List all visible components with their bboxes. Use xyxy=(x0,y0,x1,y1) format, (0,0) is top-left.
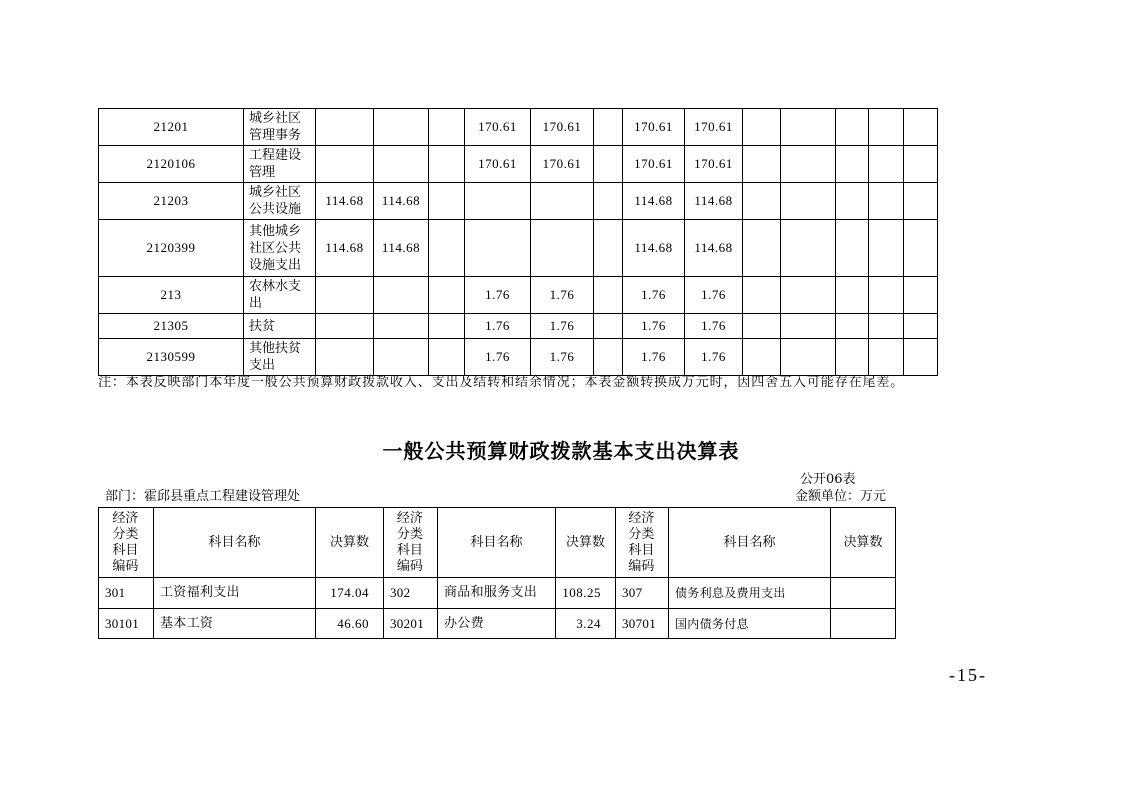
amount-cell xyxy=(743,109,781,146)
amount-cell xyxy=(743,339,781,376)
table-row xyxy=(99,220,938,277)
amount-cell xyxy=(429,314,465,339)
header-amount: 决算数 xyxy=(831,508,896,578)
amount-cell xyxy=(743,314,781,339)
table-footnote: 注：本表反映部门本年度一般公共预算财政拨款收入、支出及结转和结余情况；本表金额转换成万元时，因四舍五入可能存在尾差。 xyxy=(98,375,905,390)
amount-cell xyxy=(429,220,465,277)
amount-cell xyxy=(836,109,869,146)
amount-cell xyxy=(869,146,904,183)
item-name: 工资福利支出 xyxy=(154,578,316,609)
amount-cell xyxy=(836,220,869,277)
amount-cell xyxy=(904,146,938,183)
amount-cell: 114.68 xyxy=(316,183,374,220)
amount-cell xyxy=(904,109,938,146)
amount-cell: 1.76 xyxy=(531,339,594,376)
item-code: 2120399 xyxy=(99,220,244,277)
header-amount: 决算数 xyxy=(316,508,384,578)
item-name: 工程建设管理 xyxy=(249,148,302,180)
economic-code: 301 xyxy=(99,578,154,609)
amount-cell xyxy=(904,314,938,339)
amount-cell xyxy=(374,146,429,183)
amount-cell: 170.61 xyxy=(623,146,685,183)
amount-cell xyxy=(316,339,374,376)
amount-cell: 1.76 xyxy=(465,314,531,339)
amount-cell: 114.68 xyxy=(685,183,743,220)
amount-cell: 1.76 xyxy=(623,277,685,314)
economic-code: 30101 xyxy=(99,609,154,639)
header-item-name: 科目名称 xyxy=(154,508,316,578)
item-code: 213 xyxy=(99,277,244,314)
item-name: 债务利息及费用支出 xyxy=(669,578,831,609)
amount: 108.25 xyxy=(556,578,616,609)
table-row xyxy=(99,609,896,639)
header-item-name: 科目名称 xyxy=(669,508,831,578)
amount-cell xyxy=(869,314,904,339)
amount-cell xyxy=(869,183,904,220)
amount-cell xyxy=(781,220,836,277)
amount-cell xyxy=(429,146,465,183)
amount-unit-label: 金额单位：万元 xyxy=(795,489,887,504)
item-name-cell xyxy=(244,183,316,220)
amount xyxy=(831,609,896,639)
table-row xyxy=(99,277,938,314)
item-name: 扶贫 xyxy=(249,318,276,334)
amount-cell: 1.76 xyxy=(531,314,594,339)
table-row xyxy=(99,314,938,339)
amount xyxy=(831,578,896,609)
amount-cell: 170.61 xyxy=(685,109,743,146)
amount-cell: 1.76 xyxy=(685,314,743,339)
amount-cell xyxy=(836,146,869,183)
financial-appropriation-table-continued xyxy=(98,108,938,376)
table-row xyxy=(99,109,938,146)
amount-cell: 170.61 xyxy=(531,146,594,183)
amount-cell: 114.68 xyxy=(623,183,685,220)
amount-cell xyxy=(781,183,836,220)
amount-cell: 1.76 xyxy=(685,339,743,376)
amount-cell xyxy=(316,314,374,339)
item-code: 2120106 xyxy=(99,146,244,183)
amount-cell xyxy=(904,277,938,314)
item-code: 21305 xyxy=(99,314,244,339)
economic-code: 30201 xyxy=(384,609,438,639)
amount-cell xyxy=(429,109,465,146)
item-code: 21203 xyxy=(99,183,244,220)
report-title: 一般公共预算财政拨款基本支出决算表 xyxy=(382,439,740,463)
item-name: 农林水支出 xyxy=(249,279,302,311)
amount-cell xyxy=(781,146,836,183)
amount-cell xyxy=(869,339,904,376)
amount-cell xyxy=(465,183,531,220)
amount-cell xyxy=(594,183,623,220)
table-row xyxy=(99,183,938,220)
header-economic-code-label: 经济分类科目编码 xyxy=(628,510,655,574)
amount-cell xyxy=(743,220,781,277)
amount-cell xyxy=(904,220,938,277)
amount-cell xyxy=(743,146,781,183)
table-row xyxy=(99,146,938,183)
amount-cell xyxy=(781,339,836,376)
header-item-name: 科目名称 xyxy=(438,508,556,578)
amount-cell xyxy=(836,277,869,314)
amount-cell: 114.68 xyxy=(623,220,685,277)
economic-code: 302 xyxy=(384,578,438,609)
item-name-cell xyxy=(244,220,316,277)
item-name-cell xyxy=(244,277,316,314)
amount-cell xyxy=(836,314,869,339)
amount-cell xyxy=(594,277,623,314)
form-number: 公开06表 xyxy=(800,472,856,487)
amount-cell xyxy=(374,277,429,314)
item-name: 其他扶贫支出 xyxy=(249,341,302,373)
amount-cell xyxy=(904,339,938,376)
amount: 46.60 xyxy=(316,609,384,639)
amount-cell: 170.61 xyxy=(531,109,594,146)
item-name: 办公费 xyxy=(438,609,556,639)
header-economic-code xyxy=(384,508,438,578)
amount-cell xyxy=(781,277,836,314)
amount-cell xyxy=(781,109,836,146)
item-code: 21201 xyxy=(99,109,244,146)
basic-expenditure-table xyxy=(98,507,896,639)
amount-cell: 114.68 xyxy=(685,220,743,277)
amount-cell xyxy=(429,183,465,220)
item-name: 其他城乡社区公共设施支出 xyxy=(249,223,302,273)
item-name: 城乡社区公共设施 xyxy=(249,185,302,217)
amount-cell xyxy=(836,339,869,376)
amount-cell xyxy=(594,220,623,277)
item-name-cell xyxy=(244,146,316,183)
header-row xyxy=(99,508,896,578)
amount-cell: 170.61 xyxy=(465,109,531,146)
item-name: 基本工资 xyxy=(154,609,316,639)
amount: 3.24 xyxy=(556,609,616,639)
amount-cell: 1.76 xyxy=(465,277,531,314)
page-number: -15- xyxy=(949,665,987,685)
table-row xyxy=(99,339,938,376)
item-name-cell xyxy=(244,314,316,339)
item-name-cell xyxy=(244,109,316,146)
item-code: 2130599 xyxy=(99,339,244,376)
amount-cell xyxy=(594,146,623,183)
amount-cell: 1.76 xyxy=(531,277,594,314)
amount-cell: 1.76 xyxy=(623,314,685,339)
amount: 174.04 xyxy=(316,578,384,609)
amount-cell xyxy=(836,183,869,220)
amount-cell xyxy=(594,314,623,339)
amount-cell xyxy=(316,146,374,183)
amount-cell xyxy=(316,109,374,146)
amount-cell: 114.68 xyxy=(316,220,374,277)
item-name: 城乡社区管理事务 xyxy=(249,111,302,143)
amount-cell xyxy=(374,314,429,339)
table-row xyxy=(99,578,896,609)
amount-cell xyxy=(869,220,904,277)
amount-cell xyxy=(743,183,781,220)
amount-cell xyxy=(531,183,594,220)
amount-cell: 170.61 xyxy=(685,146,743,183)
amount-cell xyxy=(869,109,904,146)
amount-cell: 114.68 xyxy=(374,220,429,277)
amount-cell xyxy=(316,277,374,314)
header-amount: 决算数 xyxy=(556,508,616,578)
amount-cell xyxy=(594,339,623,376)
economic-code: 307 xyxy=(616,578,669,609)
amount-cell xyxy=(429,277,465,314)
amount-cell xyxy=(594,109,623,146)
item-name: 商品和服务支出 xyxy=(438,578,556,609)
amount-cell xyxy=(743,277,781,314)
economic-code: 30701 xyxy=(616,609,669,639)
amount-cell: 114.68 xyxy=(374,183,429,220)
amount-cell xyxy=(904,183,938,220)
item-name-cell xyxy=(244,339,316,376)
amount-cell xyxy=(374,109,429,146)
header-economic-code xyxy=(99,508,154,578)
amount-cell: 1.76 xyxy=(623,339,685,376)
amount-cell xyxy=(374,339,429,376)
amount-cell xyxy=(869,277,904,314)
amount-cell: 170.61 xyxy=(623,109,685,146)
amount-cell: 1.76 xyxy=(465,339,531,376)
header-economic-code-label: 经济分类科目编码 xyxy=(112,510,139,574)
amount-cell xyxy=(429,339,465,376)
header-economic-code xyxy=(616,508,669,578)
header-economic-code-label: 经济分类科目编码 xyxy=(396,510,423,574)
amount-cell xyxy=(781,314,836,339)
amount-cell: 170.61 xyxy=(465,146,531,183)
amount-cell xyxy=(465,220,531,277)
item-name: 国内债务付息 xyxy=(669,609,831,639)
amount-cell: 1.76 xyxy=(685,277,743,314)
department-label: 部门：霍邱县重点工程建设管理处 xyxy=(105,489,301,504)
amount-cell xyxy=(531,220,594,277)
